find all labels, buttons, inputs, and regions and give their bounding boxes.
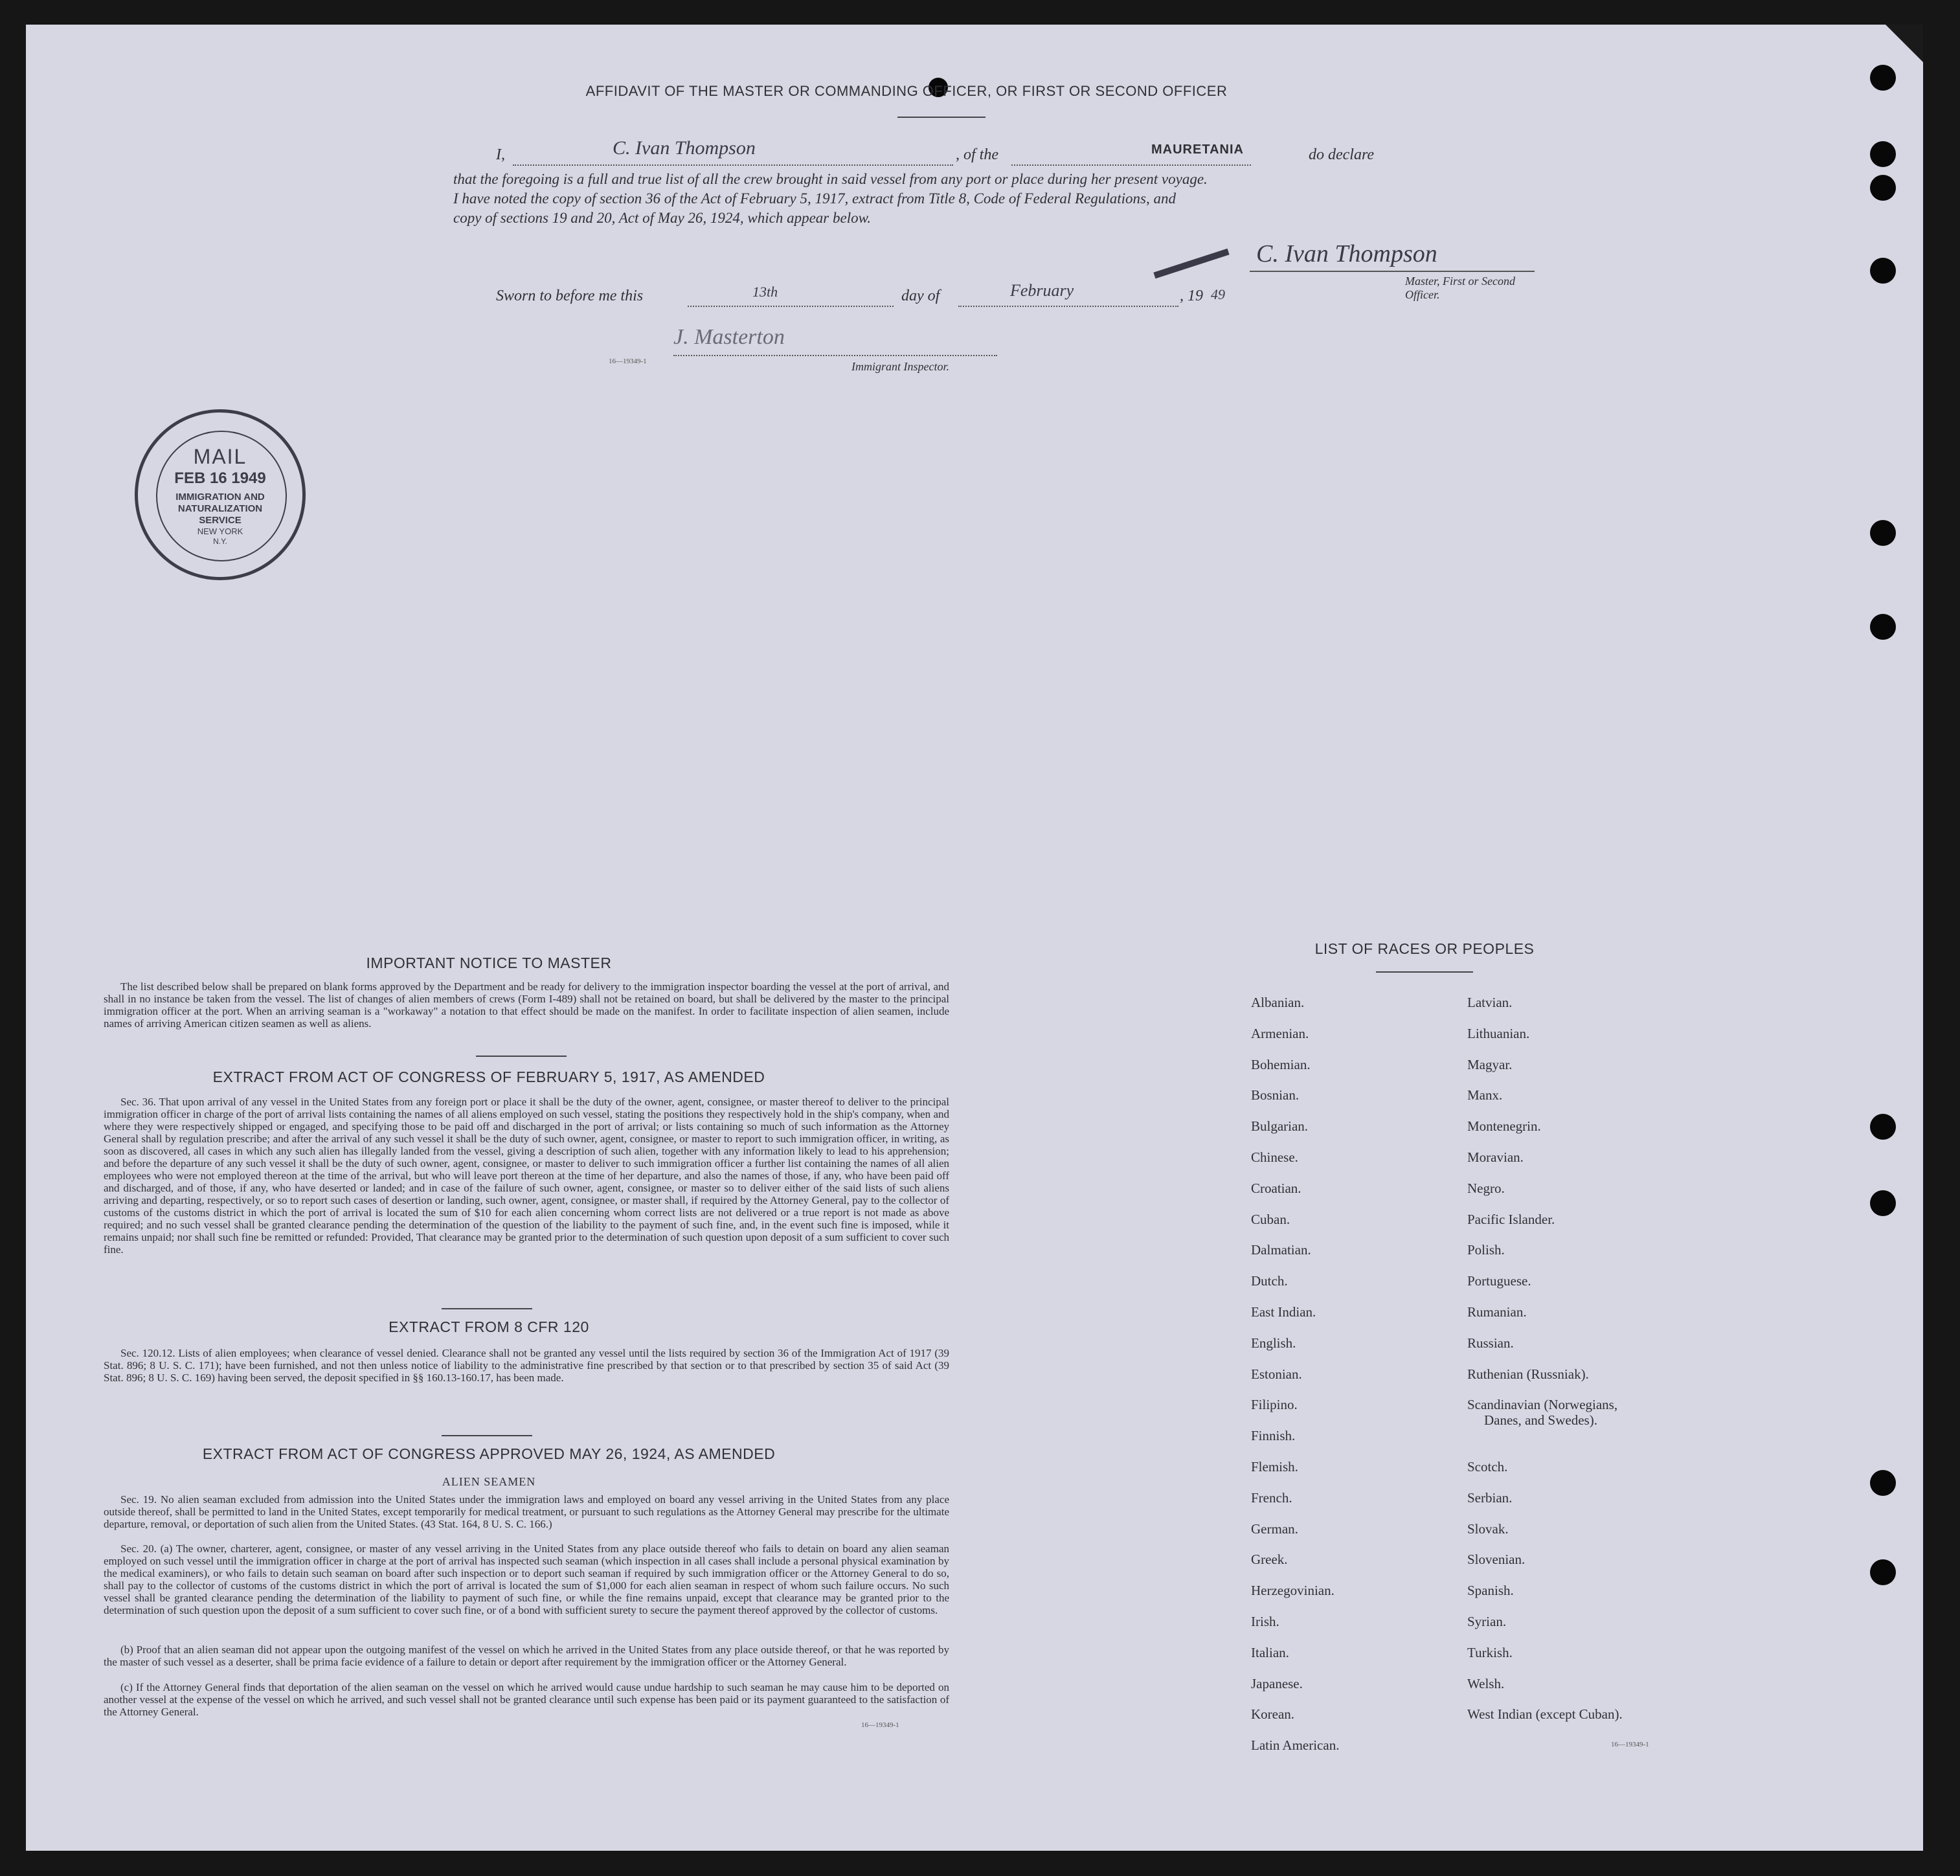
race-item: Japanese. <box>1251 1675 1303 1691</box>
race-item: Ruthenian (Russniak). <box>1467 1366 1589 1382</box>
race-item: Bohemian. <box>1251 1056 1311 1072</box>
race-item: Russian. <box>1467 1335 1514 1351</box>
extract-1924-sec19: Sec. 19. No alien seaman excluded from admission into the United States under the immigration laws and employed on board any vessel arriving in the United States from any place outside thereof, shall be permitted to land in the United States, except temporarily for medical treatment, or pursuant to such regulations as the Attorney General may prescribe for the ultimate departure, removal, or deportation of such alien from the United States. (43 Stat. 164, 8 U. S. C. 166.) <box>104 1493 949 1530</box>
race-item: Bosnian. <box>1251 1087 1300 1103</box>
race-item: Slovenian. <box>1467 1552 1526 1568</box>
race-item: Irish. <box>1251 1613 1279 1629</box>
races-form-number: 16—19349-1 <box>1611 1741 1649 1748</box>
extract-cfr-divider <box>442 1435 532 1436</box>
races-column-1 <box>1251 995 1339 1769</box>
extract-1924-sec20a: Sec. 20. (a) The owner, charterer, agent, consignee, or master of any vessel arriving in the United States from any place outside thereof who fails to detain on board any alien seaman employed on such vessel until the immigration officer in charge at the port of arrival has inspected such seaman (which inspection in all cases shall include a personal physical examination by the medical examiners), or who fails to detain such seaman on board after such inspection or to deport such seaman if required by such immigration officer or the Attorney General to do so, shall pay to the collector of customs of the customs district in which the port of arrival is located the sum of $1,000 for each alien seaman in respect of whom such failure occurs. No such vessel shall be granted clearance pending the determination of the liability to payment of such fine, or while the fine remains unpaid, except that clearance may be granted prior to the determination of such question upon the deposit of a sum sufficient to cover such fine, or of a bond with sufficient surety to secure the payment thereof approved by the collector of customs. <box>104 1543 949 1616</box>
inspector-caption: Immigrant Inspector. <box>851 360 949 373</box>
extract-1924-title: EXTRACT FROM ACT OF CONGRESS APPROVED MAY 26, 1924, AS AMENDED <box>202 1445 776 1462</box>
master-name-signature: C. Ivan Thompson <box>613 137 756 159</box>
race-item: Magyar. <box>1467 1056 1513 1072</box>
inspector-block <box>609 325 1010 377</box>
punch-hole <box>1870 520 1896 546</box>
sworn-day: 13th <box>752 284 778 300</box>
page-corner-fold <box>1886 25 1923 62</box>
punch-hole <box>1870 1114 1896 1140</box>
race-item: Finnish. <box>1251 1428 1296 1444</box>
punch-hole <box>1870 258 1896 284</box>
punch-hole <box>1870 1559 1896 1585</box>
extract-1924-form-number: 16—19349-1 <box>861 1721 899 1729</box>
stamp-date: FEB 16 1949 <box>174 469 266 487</box>
race-item: Dalmatian. <box>1251 1242 1311 1258</box>
extract-cfr-text: Sec. 120.12. Lists of alien employees; when clearance of vessel denied. Clearance shall not be granted any vessel until the lists required by section 36 of the Immigration Act of 1917 (39 Stat. 896; 8 U. S. C. 171); have been furnished, and not then unless notice of liability to the administrative fine prescribed by that section or to that prescribed by section 35 of said Act (39 Stat. 896; 8 U. S. C. 169) having been served, the deposit specified in §§ 160.13-160.17, has been made. <box>104 1347 949 1384</box>
race-item: Dutch. <box>1251 1273 1288 1289</box>
stamp-city: NEW YORK <box>197 526 243 536</box>
race-item: Armenian. <box>1251 1025 1309 1041</box>
signature-line <box>1250 271 1535 272</box>
race-item: Welsh. <box>1467 1675 1505 1691</box>
punch-hole <box>1870 141 1896 167</box>
race-item: Bulgarian. <box>1251 1118 1309 1135</box>
race-item: Moravian. <box>1467 1149 1524 1165</box>
stamp-agency-1: IMMIGRATION AND <box>175 492 265 503</box>
extract-cfr-title: EXTRACT FROM 8 CFR 120 <box>389 1318 589 1335</box>
race-item: Estonian. <box>1251 1366 1302 1382</box>
punch-hole <box>1870 175 1896 201</box>
race-item: Lithuanian. <box>1467 1025 1530 1041</box>
notice-title: IMPORTANT NOTICE TO MASTER <box>366 955 612 971</box>
race-item: Latin American. <box>1251 1737 1340 1754</box>
race-item-label: Scandinavian (Norwegians, <box>1467 1397 1618 1413</box>
inspector-form-number: 16—19349-1 <box>609 357 647 365</box>
race-item: Latvian. <box>1467 995 1513 1010</box>
race-item: Manx. <box>1467 1087 1503 1103</box>
race-item: Scotch. <box>1467 1458 1508 1475</box>
document-page <box>26 25 1923 1851</box>
affidavit-title: AFFIDAVIT OF THE MASTER OR COMMANDING OFFICER, OR FIRST OR SECOND OFFICER <box>585 83 1228 99</box>
stamp-state: N.Y. <box>213 537 227 546</box>
race-item: French. <box>1251 1489 1292 1506</box>
races-title: LIST OF RACES OR PEOPLES <box>1314 940 1535 957</box>
extract-1924-sec20c: (c) If the Attorney General finds that deportation of the alien seaman on the vessel on which he arrived would cause undue hardship to such seaman he may cause him to be deported on another vessel at the expense of the vessel on which he arrived, and such vessel shall not be granted clearance until such expense has been paid or its payment guaranteed to the satisfaction of the Attorney General. <box>104 1681 949 1718</box>
race-item: Negro. <box>1467 1180 1505 1196</box>
race-item: Turkish. <box>1467 1644 1513 1660</box>
race-item: Albanian. <box>1251 995 1305 1010</box>
punch-hole <box>1870 614 1896 640</box>
race-item-continuation: Danes, and Swedes). <box>1484 1412 1597 1429</box>
notice-divider <box>476 1056 567 1057</box>
race-item: Montenegrin. <box>1467 1118 1541 1135</box>
race-item: Korean. <box>1251 1706 1295 1723</box>
race-item: Syrian. <box>1467 1613 1507 1629</box>
master-signature: C. Ivan Thompson <box>1256 240 1437 267</box>
declaration-line-2: that the foregoing is a full and true list of all the crew brought in said vessel from any port or place during her present voyage. <box>453 171 1208 187</box>
extract-1924-sec20b: (b) Proof that an alien seaman did not appear upon the outgoing manifest of the vessel on which he arrived in the United States from any place outside thereof, or that he was reported by the master of such vessel as a deserter, shall be prima facie evidence of a failure to detain or deport after requirement by the immigration officer or the Attorney General. <box>104 1644 949 1668</box>
race-item: English. <box>1251 1335 1296 1351</box>
vessel-name: MAURETANIA <box>1151 142 1244 157</box>
signature-flourish <box>1153 249 1229 279</box>
race-item: Portuguese. <box>1467 1273 1531 1289</box>
do-declare-label: do declare <box>1309 146 1375 163</box>
races-divider <box>1376 971 1473 973</box>
punch-hole <box>1870 65 1896 91</box>
day-of-label: day of <box>901 288 940 304</box>
extract-1917-divider <box>442 1308 532 1309</box>
race-item: German. <box>1251 1520 1298 1537</box>
race-item: Greek. <box>1251 1552 1288 1568</box>
inspector-line <box>673 355 997 356</box>
race-item: Rumanian. <box>1467 1304 1527 1320</box>
race-item: Spanish. <box>1467 1583 1514 1599</box>
race-item: Pacific Islander. <box>1467 1211 1555 1227</box>
race-item: Slovak. <box>1467 1520 1509 1537</box>
punch-hole <box>1870 1190 1896 1216</box>
race-item: Serbian. <box>1467 1489 1513 1506</box>
punch-hole <box>1870 1470 1896 1496</box>
race-item: Polish. <box>1467 1242 1505 1258</box>
stamp-agency-3: SERVICE <box>199 515 242 526</box>
mail-received-stamp <box>135 409 306 580</box>
of-the-label: , of the <box>956 146 998 163</box>
year-prefix: , 19 <box>1180 288 1203 304</box>
races-column-2 <box>1467 995 1623 1737</box>
signature-caption: Master, First or Second Officer. <box>1405 275 1515 301</box>
race-item: Herzegovinian. <box>1251 1583 1335 1599</box>
inspector-signature: J. Masterton <box>673 325 785 349</box>
notice-text: The list described below shall be prepared on blank forms approved by the Department and be ready for delivery to the immigration inspector boarding the vessel at the port of arrival, and shall in no instance be taken from the vessel. The list of changes of alien members of crews (Form I-489) shall not be retained on board, but shall be delivered by the master to the principal immigration officer at the port. When an arriving seaman is a "workaway" a notation to that effect should be made on the manifest. In order to facilitate inspection of alien seamen, include names of arriving American citizen seamen as well as aliens. <box>104 980 949 1030</box>
declaration-line-1 <box>496 137 1532 172</box>
sworn-label: Sworn to before me this <box>496 288 644 304</box>
title-divider <box>897 117 986 118</box>
race-item <box>1467 1397 1623 1459</box>
race-item: Italian. <box>1251 1644 1289 1660</box>
race-item: East Indian. <box>1251 1304 1316 1320</box>
declaration-line-4: copy of sections 19 and 20, Act of May 26, 1924, which appear below. <box>453 210 871 226</box>
race-item: Cuban. <box>1251 1211 1290 1227</box>
extract-1917-text: Sec. 36. That upon arrival of any vessel in the United States from any foreign port or place it shall be the duty of the owner, agent, consignee, or master thereof to deliver to the principal immigration officer in charge of the port of arrival lists containing the names of all aliens employed on such vessel, stating the positions they respectively hold in the ship's company, when and where they were respectively shipped or engaged, and specifying those to be paid off and discharged in the port of arrival; or lists containing so much of such information as the Attorney General shall by regulation prescribe; and after the arrival of any such vessel it shall be the duty of such owner, agent, consignee, or master to report to such immigration officer, in writing, as soon as discovered, all cases in which any such alien has illegally landed from the vessel, giving a description of such alien, together with any information likely to lead to his apprehension; and before the departure of any such vessel it shall be the duty of such owner, agent, consignee, or master to deliver to such immigration officer a further list containing the names of all alien employees who were not employed thereon at the time of the arrival, but who will leave port thereon at the time of her departure, and also the names of those, if any, who have been paid off and discharged, and of those, if any, who have deserted or landed; and in case of the failure of such owner, agent, consignee, or master so to deliver either of the said lists of such aliens arriving and departing, respectively, or so to report such cases of desertion or landing, such owner, agent, consignee, or master shall, if required by the Attorney General, pay to the collector of customs of the customs district in which the port of arrival is located the sum of $10 for each alien concerning whom correct lists are not delivered or a true report is not made as above required; and no such vessel shall be granted clearance pending the determination of the question of the liability to the payment of such fine, and, in the event such fine is imposed, while it remains unpaid; nor shall such fine be remitted or refunded: Provided, That clearance may be granted prior to the determination of such question upon deposit of a sum sufficient to cover such fine. <box>104 1096 949 1256</box>
year-suffix: 49 <box>1211 286 1225 302</box>
decl-i: I, <box>496 146 505 163</box>
race-item: Flemish. <box>1251 1458 1298 1475</box>
sworn-line <box>496 281 1338 316</box>
stamp-agency-2: NATURALIZATION <box>177 503 263 514</box>
race-item: Chinese. <box>1251 1149 1298 1165</box>
extract-1924-subtitle: ALIEN SEAMEN <box>442 1475 536 1488</box>
race-item: Filipino. <box>1251 1397 1298 1413</box>
race-item: Croatian. <box>1251 1180 1301 1196</box>
sworn-month: February <box>1010 281 1074 300</box>
stamp-mail: MAIL <box>193 445 247 468</box>
day-field <box>688 288 894 307</box>
race-item: West Indian (except Cuban). <box>1467 1706 1623 1723</box>
extract-1917-title: EXTRACT FROM ACT OF CONGRESS OF FEBRUARY 5, 1917, AS AMENDED <box>212 1068 765 1085</box>
declaration-line-3: I have noted the copy of section 36 of the Act of February 5, 1917, extract from Title 8, Code of Federal Regulations, and <box>453 190 1176 207</box>
